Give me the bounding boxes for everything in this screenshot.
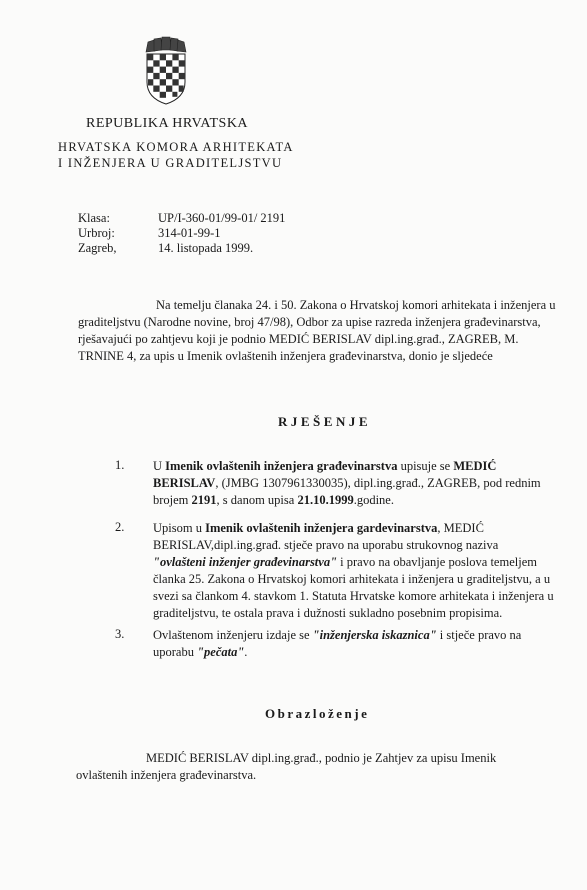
item-3-line-1: Ovlaštenom inženjeru izdaje se "inženjerska iskaznica" i stječe pravo na: [153, 628, 522, 642]
place-label: Zagreb,: [78, 241, 117, 255]
reasoning-title: Obrazloženje: [265, 706, 370, 721]
item-2-line-1: Upisom u Imenik ovlaštenih inženjera gardevinarstva, MEDIĆ: [153, 521, 484, 535]
institution-name-line1: HRVATSKA KOMORA ARHITEKATA: [58, 140, 294, 154]
institution-name-line2: I INŽENJERA U GRADITELJSTVU: [58, 156, 283, 170]
item-2-number: 2.: [115, 520, 125, 534]
intro-line-3: rješavajući po zahtjevu koji je podnio MEDIĆ BERISLAV dipl.ing.građ., ZAGREB, M.: [78, 332, 519, 346]
item-1-line-2: BERISLAV, (JMBG 1307961330035), dipl.ing.građ., ZAGREB, pod rednim: [153, 476, 541, 490]
item-2-line-2: BERISLAV,dipl.ing.građ. stječe pravo na uporabu strukovnog naziva: [153, 538, 499, 552]
reasoning-line-1: MEDIĆ BERISLAV dipl.ing.građ., podnio je Zahtjev za upisu Imenik: [146, 751, 497, 765]
urbroj-label: Urbroj:: [78, 226, 115, 240]
decision-title: RJEŠENJE: [278, 414, 372, 429]
item-2-line-3: "ovlašteni inženjer građevinarstva" i pravo na obavljanje poslova temeljem: [153, 555, 537, 569]
item-2-line-4: članka 25. Zakona o Hrvatskoj komori arhitekata i inženjera u graditeljstvu, a u: [153, 572, 551, 586]
item-2-line-5: svezi sa člankom 4. stavkom 1. Statuta Hrvatske komore arhitekata i inženjera u: [153, 589, 554, 603]
item-1-line-3: brojem 2191, s danom upisa 21.10.1999.godine.: [153, 493, 394, 507]
republic-heading: REPUBLIKA HRVATSKA: [86, 116, 249, 131]
item-1-number: 1.: [115, 458, 125, 472]
klasa-value: UP/I-360-01/99-01/ 2191: [158, 211, 286, 225]
urbroj-value: 314-01-99-1: [158, 226, 221, 240]
reasoning-line-2: ovlaštenih inženjera građevinarstva.: [76, 768, 257, 782]
item-3-line-2: uporabu "pečata".: [153, 645, 248, 659]
klasa-label: Klasa:: [78, 211, 110, 225]
item-3-number: 3.: [115, 627, 125, 641]
intro-line-4: TRNINE 4, za upis u Imenik ovlaštenih inženjera građevinarstva, donio je sljedeće: [78, 349, 493, 363]
croatian-coat-of-arms-icon: [143, 36, 189, 106]
item-1-line-1: U Imenik ovlaštenih inženjera građevinarstva upisuje se MEDIĆ: [153, 459, 497, 473]
item-2-line-6: graditeljstvu, te ostala prava i dužnosti sukladno posebnim propisima.: [153, 606, 503, 620]
intro-line-1: Na temelju članaka 24. i 50. Zakona o Hrvatskoj komori arhitekata i inženjera u: [156, 298, 556, 312]
intro-line-2: graditeljstvu (Narodne novine, broj 47/98), Odbor za upise razreda inženjera građevinarstva,: [78, 315, 541, 329]
date-value: 14. listopada 1999.: [158, 241, 254, 255]
